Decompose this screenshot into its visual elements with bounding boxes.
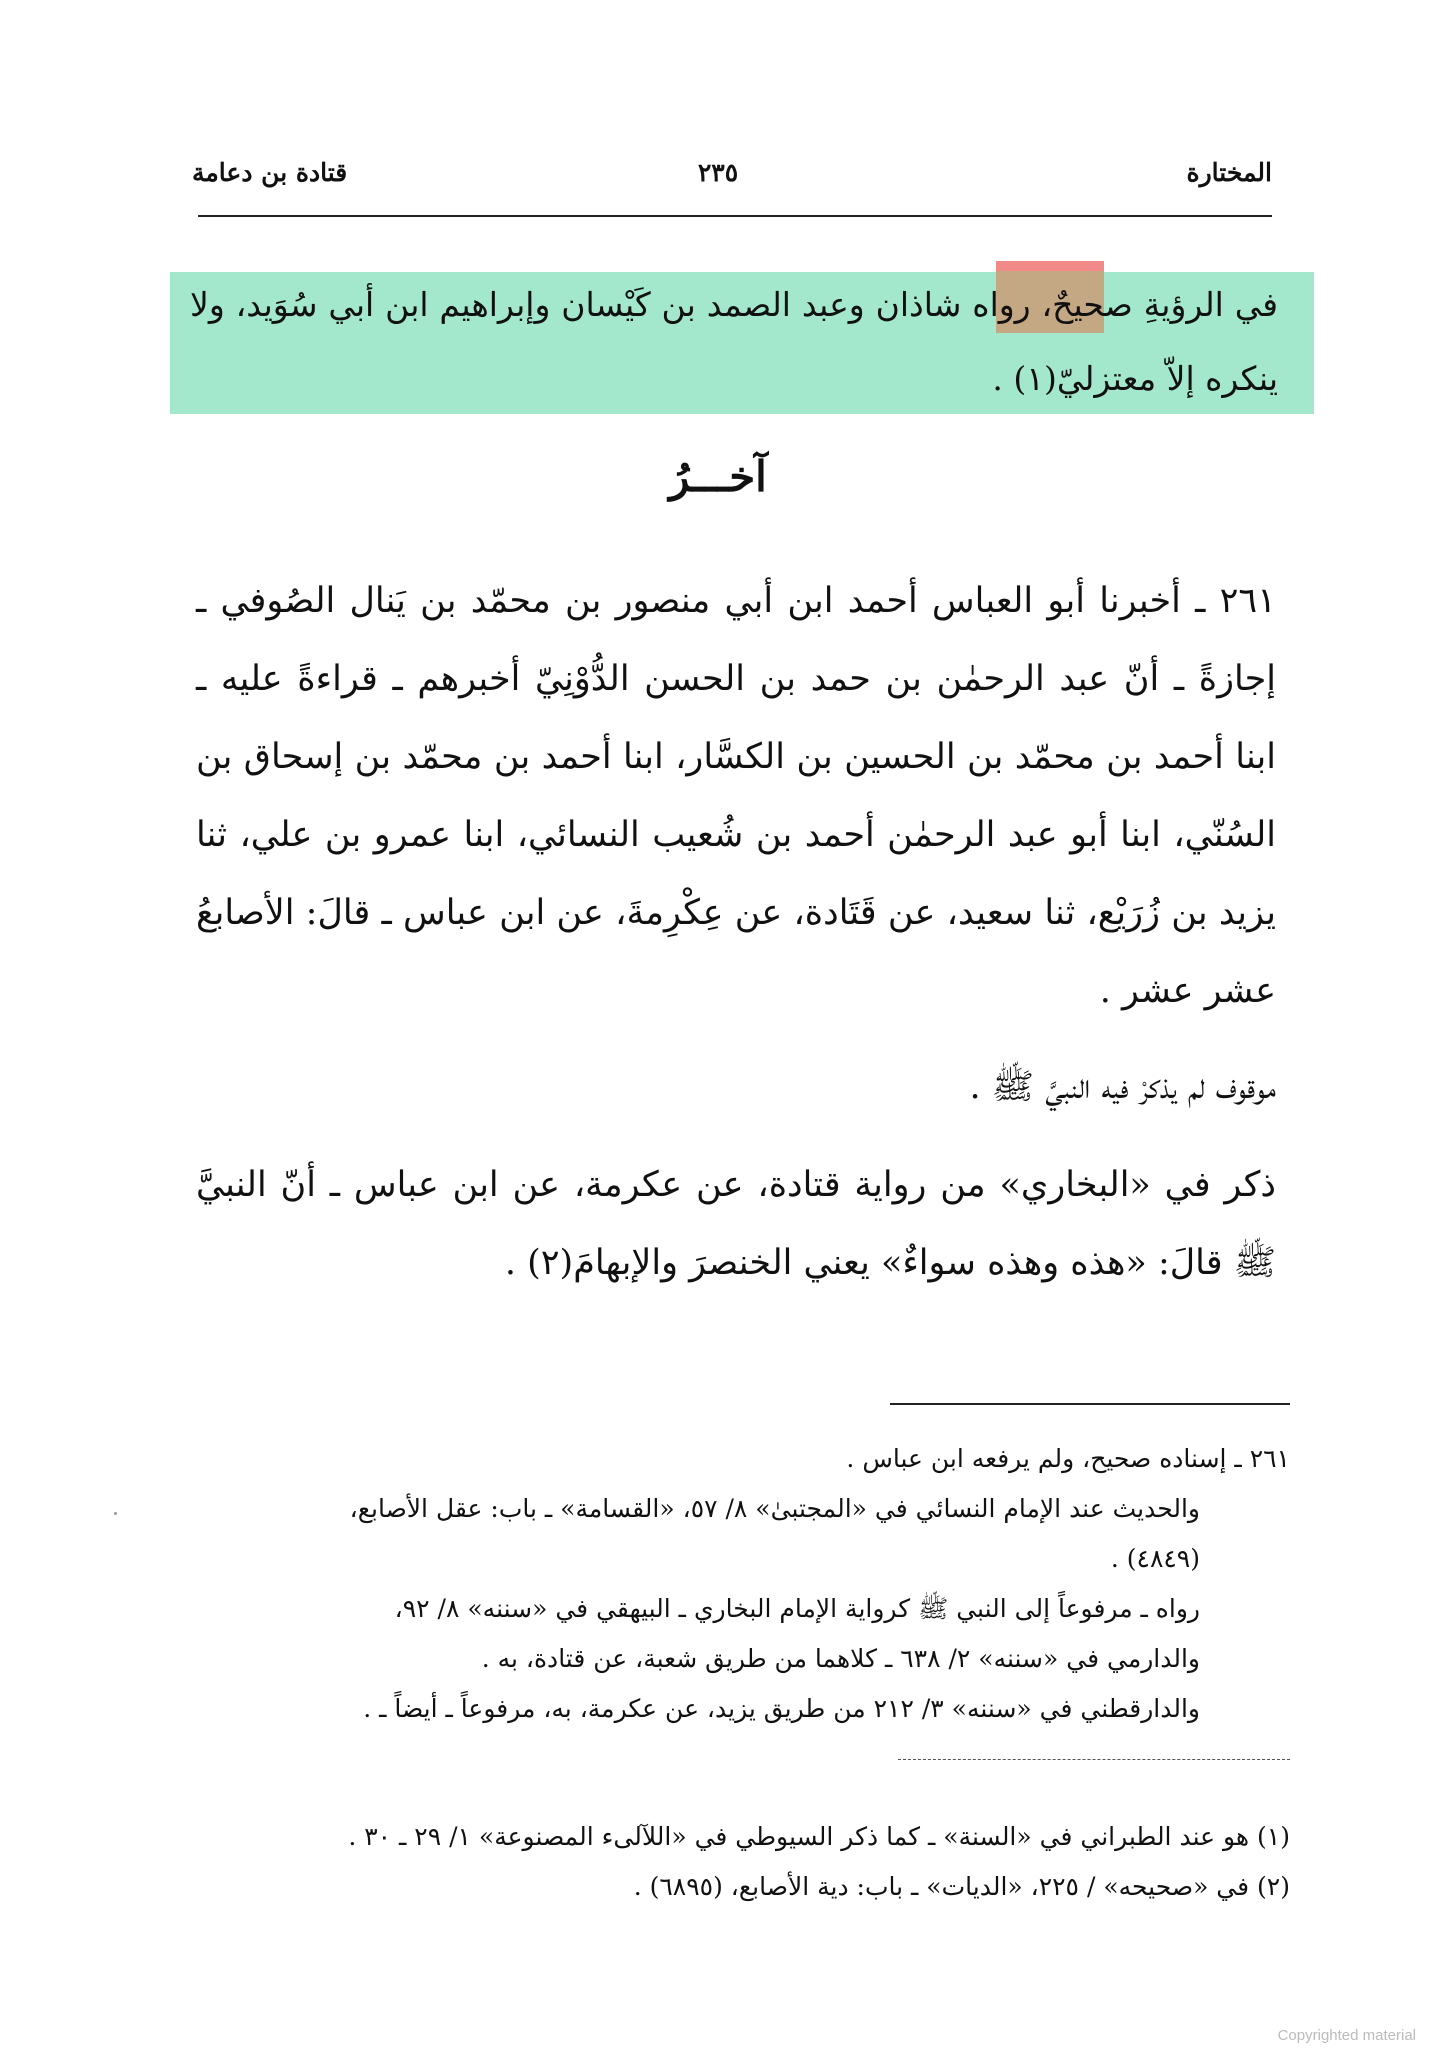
notes-divider xyxy=(890,1403,1290,1405)
page-number: ٢٣٥ xyxy=(697,158,739,187)
header-divider xyxy=(198,215,1272,217)
scan-speck xyxy=(114,1512,117,1515)
note-line: والدارمي في «سننه» ٢/ ٦٣٨ ـ كلاهما من طريق شعبة، عن قتادة، به . xyxy=(481,1644,1200,1673)
note-line: والحديث عند الإمام النسائي في «المجتبىٰ» ٨/ ٥٧، «القسامة» ـ باب: عقل الأصابع، xyxy=(349,1494,1200,1523)
footnote-1: (١) هو عند الطبراني في «السنة» ـ كما ذكر السيوطي في «اللآلىء المصنوعة» ١/ ٢٩ ـ ٣٠ . xyxy=(348,1822,1290,1851)
mawquf-paragraph: موقوف لم يذكرْ فيه النبيَّ ﷺ . xyxy=(969,1067,1276,1107)
note-line: ٢٦١ ـ إسناده صحيح، ولم يرفعه ابن عباس . xyxy=(846,1444,1290,1473)
commentary-notes xyxy=(210,1434,1290,1734)
section-title: آخـــرُ xyxy=(669,452,767,501)
hadith-261-paragraph: ٢٦١ ـ أخبرنا أبو العباس أحمد ابن أبي منصور بن محمّد بن يَنال الصُوفي ـ إجازةً ـ أنّ عبد الرحمٰن بن حمد بن الحسن الدُّوْنِيّ أخبرهم ـ قراءةً عليه ـ ابنا أحمد بن محمّد بن الحسين بن الكسَّار، ابنا أحمد بن محمّد بن إسحاق بن السُنّي، ابنا أبو عبد الرحمٰن أحمد بن شُعيب النسائي، ابنا عمرو بن علي، ثنا يزيد بن زُرَيْع، ثنا سعيد، عن قَتَادة، عن عِكْرِمةَ، عن ابن عباس ـ قالَ: الأصابعُ عشر عشر . xyxy=(196,581,1276,1011)
footnote-2: (٢) في «صحيحه» / ٢٢٥، «الديات» ـ باب: دية الأصابع، (٦٨٩٥) . xyxy=(633,1872,1290,1901)
header-chapter-title: قتادة بن دعامة xyxy=(192,158,348,187)
footnotes-divider xyxy=(898,1759,1290,1760)
main-text xyxy=(196,562,1276,1320)
header-book-title: المختارة xyxy=(1186,158,1272,187)
highlighted-passage[interactable]: في الرؤيةِ صحيحٌ، رواه شاذان وعبد الصمد بن كَيْسان وإبراهيم ابن أبي سُوَيد، ولا ينكره إلاّ معتزليّ(١) . xyxy=(190,285,1278,398)
note-line: والدارقطني في «سننه» ٣/ ٢١٢ من طريق يزيد، عن عكرمة، به، مرفوعاً ـ أيضاً ـ . xyxy=(363,1694,1200,1723)
copyright-watermark: Copyrighted material xyxy=(1277,2027,1416,2044)
note-line: (٤٨٤٩) . xyxy=(1110,1544,1200,1573)
footnotes xyxy=(220,1812,1290,1912)
note-line: رواه ـ مرفوعاً إلى النبي ﷺ كرواية الإمام البخاري ـ البيهقي في «سننه» ٨/ ٩٢، xyxy=(394,1594,1200,1623)
bukhari-paragraph: ذكر في «البخاري» من رواية قتادة، عن عكرمة، عن ابن عباس ـ أنّ النبيَّ ﷺ قالَ: «هذه وهذه سواءٌ» يعني الخنصرَ والإبهامَ(٢) . xyxy=(196,1165,1276,1283)
